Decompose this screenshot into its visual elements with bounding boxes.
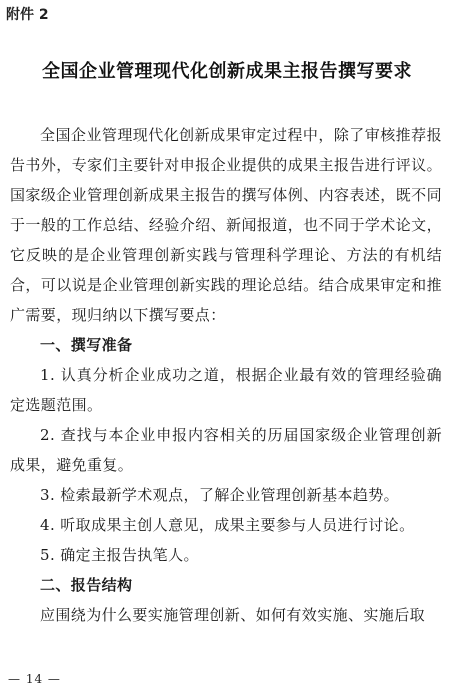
document-title: 全国企业管理现代化创新成果主报告撰写要求	[42, 61, 412, 82]
list-item: 5. 确定主报告执笔人。	[40, 546, 199, 564]
page-number: — 14 —	[8, 672, 61, 686]
list-item: 4. 听取成果主创人意见，成果主要参与人员进行讨论。	[40, 516, 415, 534]
section-heading-structure: 二、报告结构	[40, 576, 133, 594]
intro-paragraph: 全国企业管理现代化创新成果审定过程中，除了审核推荐报告书外，专家们主要针对申报企业提供的成果主报告进行评议。国家级企业管理创新成果主报告的撰写体例、内容表述，既不同于一般的工作总结、经验介绍、新闻报道，也不同于学术论文，它反映的是企业管理创新实践与管理科学理论、方法的有机结合，可以说是企业管理创新实践的理论总结。结合成果审定和推广需要，现归纳以下撰写要点：	[10, 126, 442, 324]
list-item: 1. 认真分析企业成功之道，根据企业最有效的管理经验确定选题范围。	[10, 366, 442, 414]
attachment-label: 附件 2	[6, 7, 49, 23]
document-body	[10, 120, 442, 630]
list-item: 2. 查找与本企业申报内容相关的历届国家级企业管理创新成果，避免重复。	[10, 426, 442, 474]
section-heading-preparation: 一、撰写准备	[40, 336, 133, 354]
list-item: 3. 检索最新学术观点，了解企业管理创新基本趋势。	[40, 486, 400, 504]
structure-paragraph: 应围绕为什么要实施管理创新、如何有效实施、实施后取	[40, 606, 426, 624]
